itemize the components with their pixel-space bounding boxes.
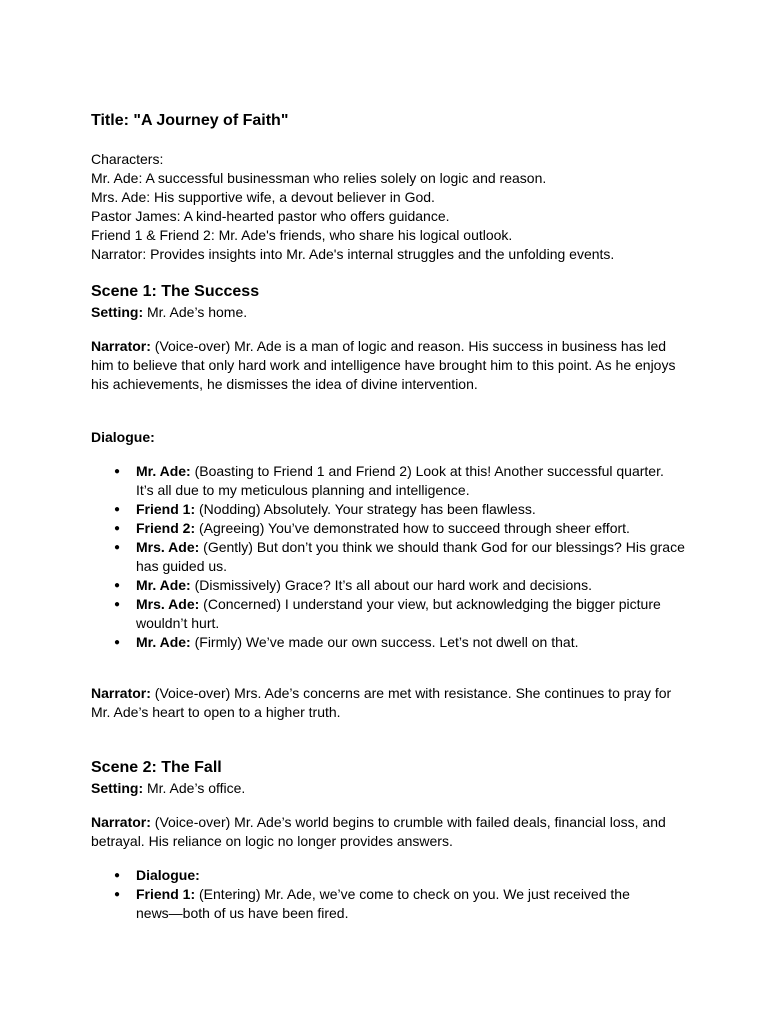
dialogue-text: (Nodding) Absolutely. Your strategy has been flawless. [195, 501, 536, 517]
narrator-label: Narrator: [91, 338, 151, 354]
narrator-text: him to believe that only hard work and intelligence have brought him to this point. As he enjoys [91, 357, 676, 373]
speaker-name: Mr. Ade: [136, 577, 191, 593]
speaker-name: Mrs. Ade: [136, 539, 200, 555]
scene-2-heading: Scene 2: The Fall [91, 759, 222, 776]
narrator-label: Narrator: [91, 814, 151, 830]
narrator-text: (Voice-over) Mr. Ade is a man of logic and reason. His success in business has led [150, 338, 667, 354]
dialogue-text: (Entering) Mr. Ade, we’ve come to check on you. We just received the [195, 886, 630, 902]
speaker-name: Friend 1: [136, 886, 196, 902]
scene-1-narrator [91, 337, 691, 394]
setting-label: Setting: [91, 780, 144, 796]
speaker-name: Friend 2: [136, 520, 196, 536]
dialogue-item [91, 576, 691, 595]
dialogue-text: (Gently) But don’t you think we should thank God for our blessings? His grace [199, 539, 685, 555]
dialogue-text: has guided us. [136, 558, 228, 574]
dialogue-text: (Agreeing) You’ve demonstrated how to succeed through sheer effort. [195, 520, 630, 536]
dialogue-text: (Boasting to Friend 1 and Friend 2) Look at this! Another successful quarter. [190, 463, 664, 479]
narrator-text: (Voice-over) Mrs. Ade’s concerns are met with resistance. She continues to pray for [150, 685, 672, 701]
dialogue-label: Dialogue: [91, 429, 155, 445]
scene-1-closing-narrator [91, 684, 691, 722]
narrator-text: Mr. Ade’s heart to open to a higher truth. [91, 704, 341, 720]
speaker-name: Mrs. Ade: [136, 596, 200, 612]
dialogue-item [91, 885, 691, 923]
setting-text: Mr. Ade’s home. [143, 304, 248, 320]
dialogue-text: (Dismissively) Grace? It’s all about our hard work and decisions. [190, 577, 592, 593]
dialogue-text: news—both of us have been fired. [136, 905, 349, 921]
character-line: Narrator: Provides insights into Mr. Ade's internal struggles and the unfolding events. [91, 246, 615, 262]
setting-text: Mr. Ade’s office. [143, 780, 246, 796]
dialogue-text: (Firmly) We’ve made our own success. Let’s not dwell on that. [190, 634, 579, 650]
dialogue-item [91, 595, 691, 633]
scene-2-setting [91, 779, 691, 798]
dialogue-item [91, 519, 691, 538]
scene-1-heading: Scene 1: The Success [91, 283, 260, 300]
character-line: Mrs. Ade: His supportive wife, a devout believer in God. [91, 189, 435, 205]
speaker-name: Mr. Ade: [136, 463, 191, 479]
dialogue-item [91, 462, 691, 500]
scene-1-dialogue-list [91, 462, 691, 652]
character-line: Pastor James: A kind-hearted pastor who offers guidance. [91, 208, 450, 224]
scene-2-narrator [91, 813, 691, 851]
speaker-name: Friend 1: [136, 501, 196, 517]
dialogue-text: (Concerned) I understand your view, but acknowledging the bigger picture [199, 596, 661, 612]
scene-2-dialogue-list [91, 866, 691, 923]
narrator-text: betrayal. His reliance on logic no longer provides answers. [91, 833, 453, 849]
narrator-label: Narrator: [91, 685, 151, 701]
dialogue-item [91, 500, 691, 519]
dialogue-label: ● Dialogue: [136, 867, 200, 883]
dialogue-item [91, 538, 691, 576]
scene-1-setting [91, 303, 691, 322]
setting-label: Setting: [91, 304, 144, 320]
dialogue-item [91, 633, 691, 652]
characters-heading: Characters: [91, 151, 164, 167]
character-line: Mr. Ade: A successful businessman who relies solely on logic and reason. [91, 170, 547, 186]
speaker-name: Mr. Ade: [136, 634, 191, 650]
document-title: Title: "A Journey of Faith" [91, 112, 289, 129]
narrator-text: (Voice-over) Mr. Ade’s world begins to crumble with failed deals, financial loss, and [150, 814, 666, 830]
dialogue-text: wouldn’t hurt. [136, 615, 220, 631]
dialogue-text: It’s all due to my meticulous planning and intelligence. [136, 482, 470, 498]
dialogue-label-item [91, 866, 691, 885]
characters-section [91, 150, 691, 264]
character-line: Friend 1 & Friend 2: Mr. Ade's friends, who share his logical outlook. [91, 227, 513, 243]
narrator-text: his achievements, he dismisses the idea of divine intervention. [91, 376, 478, 392]
